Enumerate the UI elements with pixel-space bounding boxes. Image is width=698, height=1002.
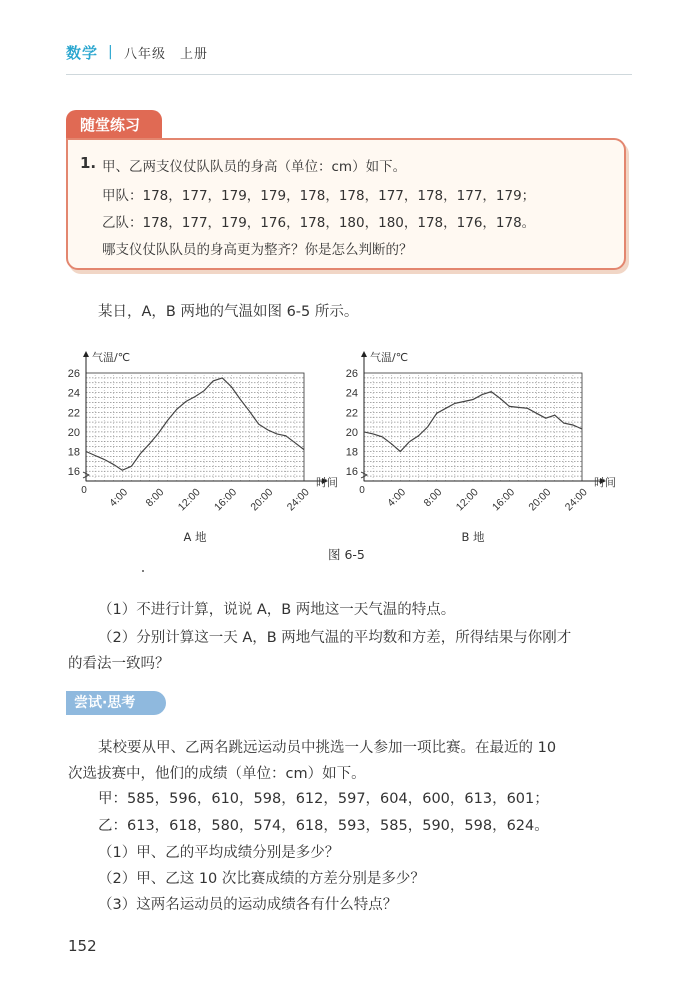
- figure-caption: 图 6-5: [328, 547, 365, 562]
- chart-b-x-tick-label: 12:00: [453, 486, 481, 514]
- page-number: 152: [68, 937, 97, 955]
- chart-a-x-tick-label: 8:00: [143, 486, 167, 510]
- try-jia-scores: 甲：585，596，610，598，612，597，604，600，613，601；: [98, 791, 549, 807]
- try-paragraph-line1: 某校要从甲、乙两名跳远运动员中挑选一人参加一项比赛。在最近的 10: [98, 740, 557, 756]
- chart-b-y-tick-label: 18: [345, 446, 358, 459]
- chart-b-title: B 地: [461, 530, 485, 544]
- chart-a-x-tick-label: 24:00: [284, 486, 312, 514]
- exercise-team-b: 乙队：178，177，179，176，178，180，180，178，176，178。: [102, 215, 536, 231]
- chart-a-y-axis-arrow: [83, 351, 89, 357]
- sub-question-2-line2: 的看法一致吗？: [68, 656, 170, 672]
- sub-question-1: （1）不进行计算，说说 A，B 两地这一天气温的特点。: [98, 602, 456, 618]
- chart-b-x-tick-label: 20:00: [526, 486, 554, 514]
- chart-a-x-tick-label: 12:00: [175, 486, 203, 514]
- chart-b-y-tick-label: 22: [345, 407, 358, 420]
- chart-b-origin-label: 0: [359, 485, 365, 496]
- chart-a-y-tick-label: 18: [67, 446, 80, 459]
- exercise-number: 1.: [80, 154, 97, 172]
- chart-a-y-tick-label: 26: [67, 368, 80, 380]
- chart-a-y-tick-label: 20: [67, 426, 80, 439]
- chart-a-y-axis-title: 气温/℃: [92, 351, 131, 364]
- try-question-2: （2）甲、乙这 10 次比赛成绩的方差分别是多少？: [98, 871, 425, 887]
- header-separator: |: [108, 44, 113, 60]
- chart-b-y-tick-label: 26: [345, 368, 358, 380]
- chart-b-y-axis-title: 气温/℃: [370, 351, 409, 364]
- header-grade: 八年级 上册: [124, 47, 209, 62]
- exercise-question: 甲、乙两支仪仗队队员的身高（单位：cm）如下。: [102, 159, 407, 175]
- sub-question-2-line1: （2）分别计算这一天 A，B 两地气温的平均数和方差，所得结果与你刚才: [98, 630, 572, 646]
- chart-b-x-tick-label: 16:00: [490, 486, 518, 514]
- chart-a-origin-label: 0: [81, 485, 87, 496]
- try-question-3: （3）这两名运动员的运动成绩各有什么特点？: [98, 897, 398, 913]
- chart-a-x-tick-label: 16:00: [212, 486, 240, 514]
- chart-a-x-tick-label: 4:00: [107, 486, 131, 510]
- header-subject: 数学: [66, 44, 99, 62]
- chart-a-x-tick-label: 20:00: [248, 486, 276, 514]
- exercise-tab: 随堂练习: [66, 110, 162, 140]
- chart-b-x-tick-label: 8:00: [421, 486, 445, 510]
- chart-a-x-axis-title: 时间: [316, 476, 338, 489]
- chart-b-y-tick-label: 20: [345, 426, 358, 439]
- exercise-box: [66, 138, 626, 270]
- header-rule: [66, 74, 632, 75]
- chart-b-y-tick-label: 24: [345, 387, 358, 400]
- chart-b-y-tick-label: 16: [345, 466, 358, 479]
- stray-dot: [142, 570, 144, 572]
- temperature-charts: [60, 345, 640, 545]
- chart-b-x-tick-label: 24:00: [562, 486, 590, 514]
- chart-a-title: A 地: [183, 530, 207, 544]
- try-yi-scores: 乙：613，618，580，574，618，593，585，590，598，624。: [98, 818, 549, 834]
- try-think-tab: 尝试·思考: [66, 691, 166, 715]
- chart-a-y-tick-label: 24: [67, 387, 80, 400]
- chart-b-y-axis-arrow: [361, 351, 367, 357]
- chart-a-y-tick-label: 16: [67, 466, 80, 479]
- chart-a-y-tick-label: 22: [67, 407, 80, 420]
- try-paragraph-line2: 次选拔赛中，他们的成绩（单位：cm）如下。: [68, 766, 366, 782]
- intro-text: 某日，A，B 两地的气温如图 6-5 所示。: [98, 304, 359, 320]
- chart-b-x-axis-title: 时间: [594, 476, 616, 489]
- exercise-team-a: 甲队：178，177，179，179，178，178，177，178，177，179；: [102, 188, 536, 204]
- exercise-prompt: 哪支仪仗队队员的身高更为整齐？你是怎么判断的？: [102, 242, 413, 258]
- chart-b-x-tick-label: 4:00: [385, 486, 409, 510]
- try-question-1: （1）甲、乙的平均成绩分别是多少？: [98, 845, 340, 861]
